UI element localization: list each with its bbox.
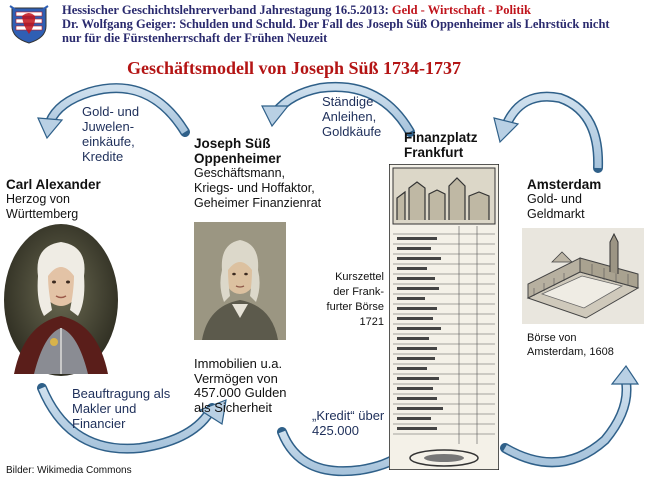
flow-line: Kredite bbox=[82, 149, 124, 164]
flow-label-commission bbox=[72, 386, 202, 431]
header-theme: Geld - Wirtschaft - Politik bbox=[391, 3, 531, 17]
frankfurt-price-list-image bbox=[389, 164, 499, 470]
frankfurt-caption bbox=[318, 270, 384, 330]
joseph-name: Oppenheimer bbox=[194, 151, 282, 166]
flow-line: Ständige bbox=[322, 94, 374, 109]
flow-line: Gold- und bbox=[82, 104, 140, 119]
image-credits: Bilder: Wikimedia Commons bbox=[6, 465, 132, 476]
amsterdam-line: Geldmarkt bbox=[527, 207, 585, 221]
caption-line: furter Börse bbox=[326, 301, 384, 313]
joseph-line: Kriegs- und Hoffaktor, bbox=[194, 181, 315, 195]
flow-line: Makler und bbox=[72, 401, 137, 416]
flow-line: Juwelen- bbox=[82, 119, 135, 134]
amsterdam-line: Gold- und bbox=[527, 192, 582, 206]
joseph-name: Joseph Süß bbox=[194, 136, 271, 151]
asset-line: Vermögen von bbox=[194, 370, 278, 386]
flow-line: 425.000 bbox=[312, 423, 359, 438]
frankfurt-name: Finanzplatz bbox=[404, 130, 478, 145]
caption-line: 1721 bbox=[359, 316, 384, 328]
caption-line: Amsterdam, 1608 bbox=[527, 346, 614, 358]
amsterdam-caption bbox=[527, 331, 637, 359]
slide-title: Geschäftsmodell von Joseph Süß 1734-1737 bbox=[127, 58, 462, 78]
joseph-line: Geheimer Finanzienrat bbox=[194, 196, 322, 210]
asset-line: als Sicherheit bbox=[194, 399, 273, 415]
asset-line: Immobilien u.a. bbox=[194, 356, 283, 371]
joseph-assets bbox=[194, 357, 324, 415]
asset-line: 457.000 Gulden bbox=[194, 385, 287, 400]
arrow-frankfurt-amsterdam bbox=[505, 366, 638, 462]
flow-line: „Kredit“ über bbox=[312, 408, 385, 423]
caption-line: Börse von bbox=[527, 332, 577, 344]
arrow-amsterdam-frankfurt bbox=[494, 97, 598, 168]
joseph-line: Geschäftsmann, bbox=[194, 166, 286, 180]
carl-name: Carl Alexander bbox=[6, 177, 101, 192]
joseph-block bbox=[194, 136, 344, 211]
frankfurt-name: Frankfurt bbox=[404, 145, 464, 160]
caption-line: Kurszettel bbox=[335, 271, 384, 283]
frankfurt-block bbox=[404, 130, 494, 160]
flow-line: Beauftragung als bbox=[72, 386, 171, 401]
flow-line: Goldkäufe bbox=[322, 124, 382, 139]
flow-label-loans-gold bbox=[322, 94, 402, 139]
carl-line: Herzog von bbox=[6, 192, 70, 206]
flow-label-gold-jewels bbox=[82, 104, 182, 164]
header-line-2: Dr. Wolfgang Geiger: Schulden und Schuld. Der Fall des Joseph Süß Oppenheimer als Lehrstück nicht bbox=[62, 17, 610, 31]
joseph-portrait bbox=[194, 222, 286, 340]
amsterdam-block bbox=[527, 177, 637, 222]
amsterdam-name: Amsterdam bbox=[527, 177, 602, 192]
flow-line: Financier bbox=[72, 416, 126, 431]
flow-line: Anleihen, bbox=[322, 109, 377, 124]
header-line-3: nur für die Fürstenherrschaft der Frühen Neuzeit bbox=[62, 31, 328, 45]
header-conference: Hessischer Geschichtslehrerverband Jahrestagung 16.5.2013: bbox=[62, 3, 392, 17]
carl-line: Württemberg bbox=[6, 207, 79, 221]
carl-alexander-block bbox=[6, 177, 121, 222]
amsterdam-exchange-image bbox=[522, 228, 644, 324]
caption-line: der Frank- bbox=[333, 286, 384, 298]
carl-alexander-portrait bbox=[4, 224, 118, 376]
flow-line: einkäufe, bbox=[82, 134, 135, 149]
